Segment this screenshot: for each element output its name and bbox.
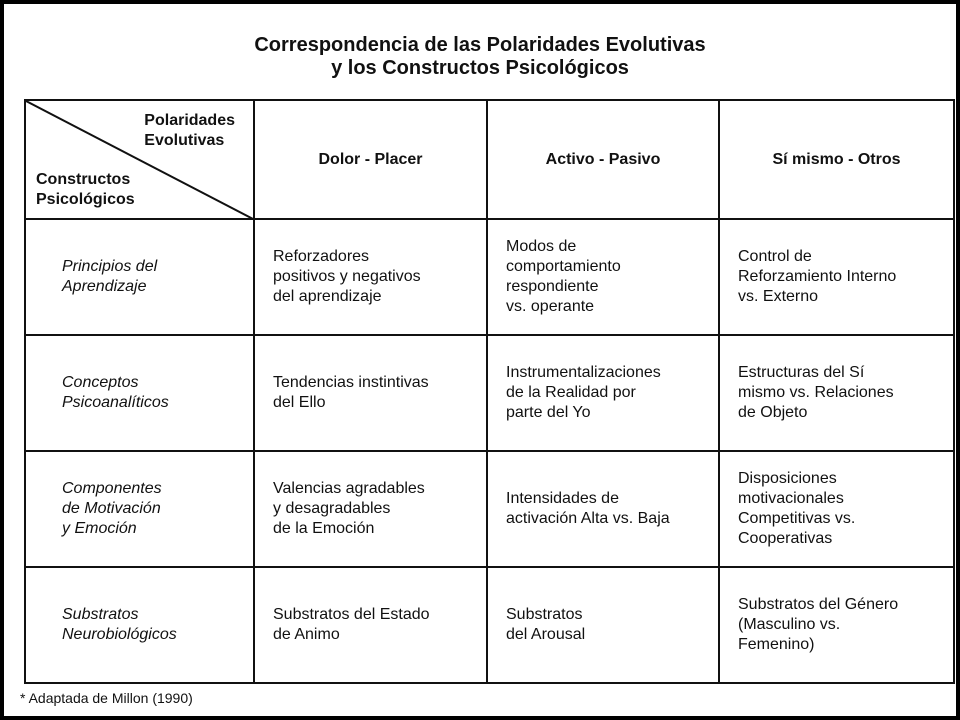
- table-cell: Control de Reforzamiento Interno vs. Externo: [719, 219, 954, 335]
- table-cell: Intensidades de activación Alta vs. Baja: [487, 451, 719, 567]
- table-cell: Instrumentalizaciones de la Realidad por parte del Yo: [487, 335, 719, 451]
- corner-label-polaridades: Polaridades Evolutivas: [144, 112, 235, 149]
- title-line-2: y los Constructos Psicológicos: [331, 57, 629, 79]
- table-cell: Modos de comportamiento respondiente vs. operante: [487, 219, 719, 335]
- table-row: [25, 335, 954, 451]
- table-cell: Tendencias instintivas del Ello: [254, 335, 487, 451]
- column-header-si-mismo-otros: Sí mismo - Otros: [719, 100, 954, 219]
- table-row: [25, 219, 954, 335]
- table-cell: Substratos del Género (Masculino vs. Femenino): [719, 567, 954, 683]
- table-row: [25, 451, 954, 567]
- column-header-activo-pasivo: Activo - Pasivo: [487, 100, 719, 219]
- title-line-1: Correspondencia de las Polaridades Evolutivas: [254, 34, 706, 56]
- table-row: [25, 567, 954, 683]
- row-header-substratos: Substratos Neurobiológicos: [25, 567, 254, 683]
- table-cell: Substratos del Estado de Animo: [254, 567, 487, 683]
- row-header-conceptos: Conceptos Psicoanalíticos: [25, 335, 254, 451]
- correspondence-table-wrapper: [24, 99, 953, 682]
- document-title: [4, 34, 956, 80]
- row-header-principios: Principios del Aprendizaje: [25, 219, 254, 335]
- column-header-dolor-placer: Dolor - Placer: [254, 100, 487, 219]
- corner-header-cell: [25, 100, 254, 219]
- row-header-componentes: Componentes de Motivación y Emoción: [25, 451, 254, 567]
- table-cell: Disposiciones motivacionales Competitivas vs. Cooperativas: [719, 451, 954, 567]
- table-cell: Valencias agradables y desagradables de la Emoción: [254, 451, 487, 567]
- corner-label-constructos: Constructos Psicológicos: [36, 171, 135, 208]
- document-page: [4, 4, 956, 716]
- footnote: * Adaptada de Millon (1990): [20, 690, 193, 706]
- table-cell: Estructuras del Sí mismo vs. Relaciones de Objeto: [719, 335, 954, 451]
- table-cell: Reforzadores positivos y negativos del aprendizaje: [254, 219, 487, 335]
- table-cell: Substratos del Arousal: [487, 567, 719, 683]
- correspondence-table: [24, 99, 955, 684]
- header-row: [25, 100, 954, 219]
